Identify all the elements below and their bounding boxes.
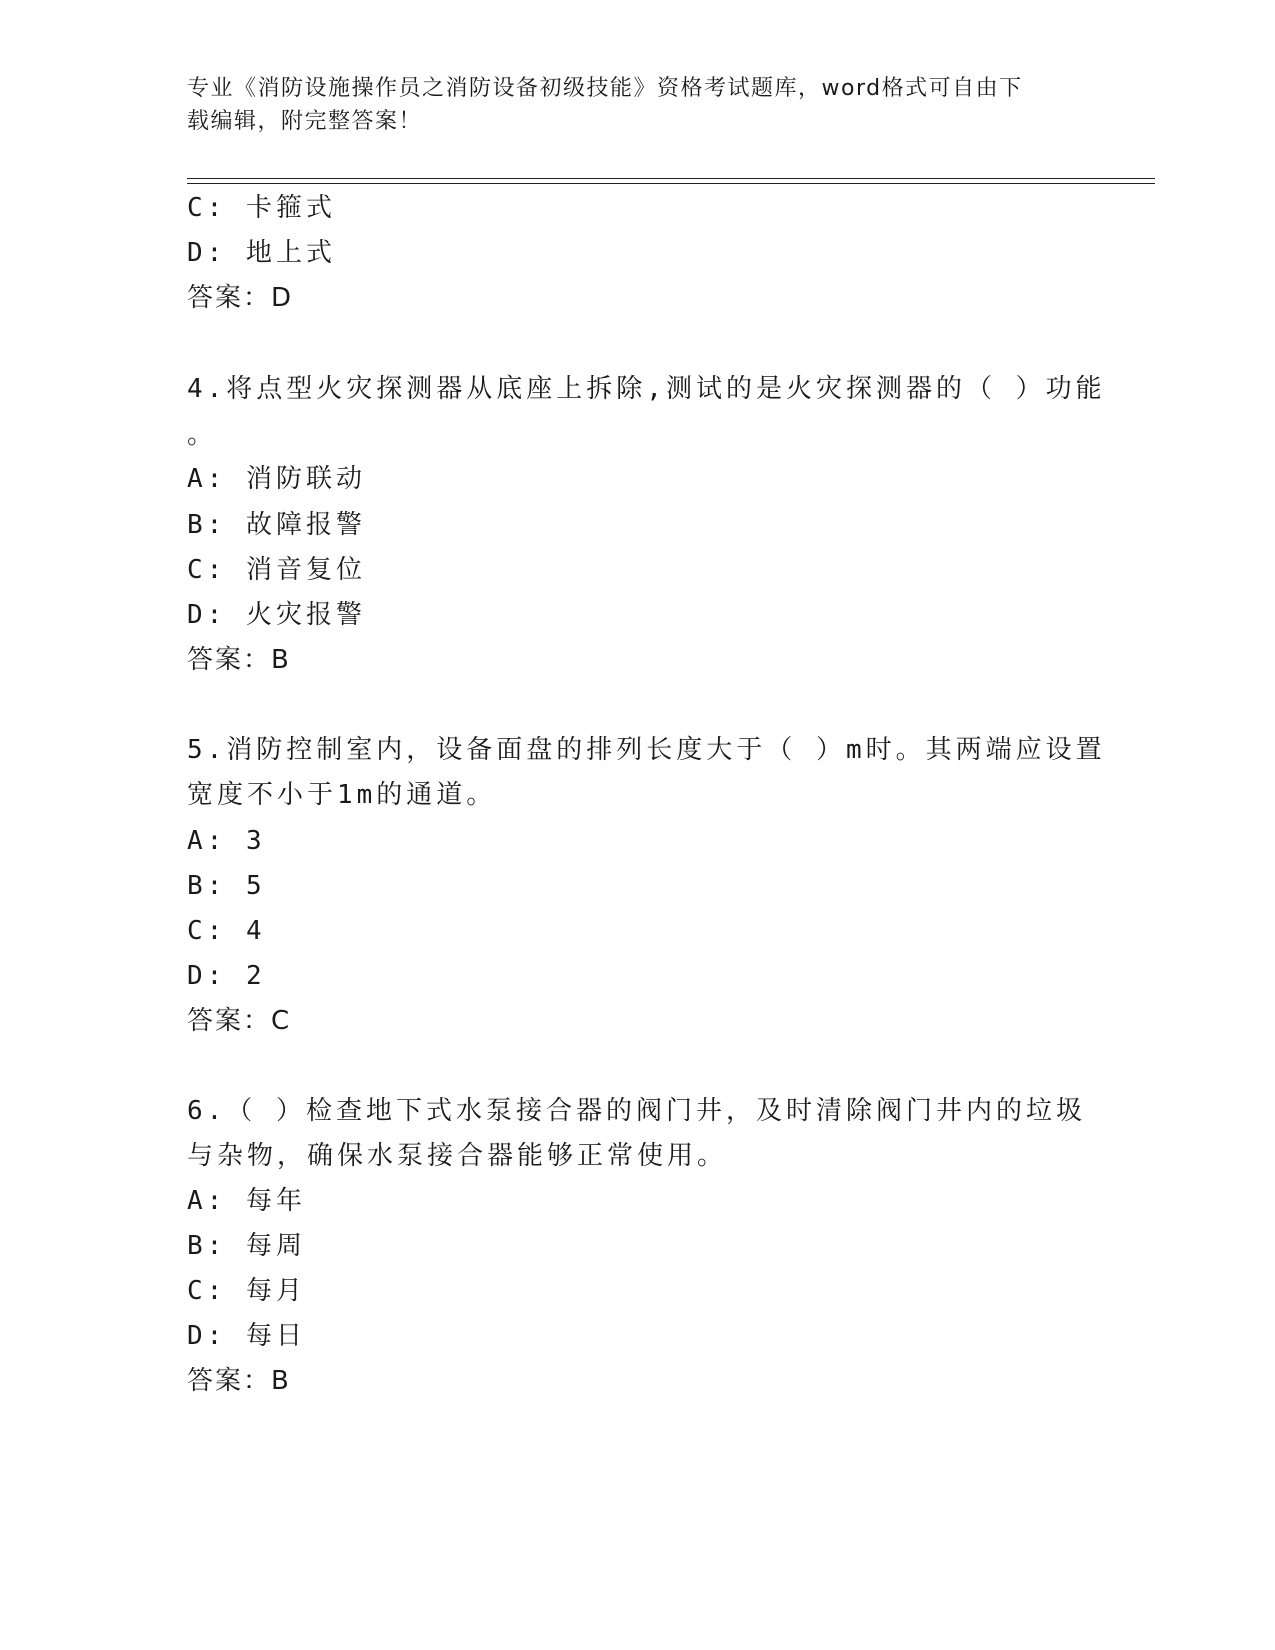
q6-answer: 答案：B bbox=[187, 1366, 291, 1396]
q6-option-b: B: 每周 bbox=[187, 1231, 306, 1261]
q6-option-d: D: 每日 bbox=[187, 1321, 306, 1351]
q5-answer: 答案：C bbox=[187, 1006, 292, 1036]
q4-stem-line-1: 4.将点型火灾探测器从底座上拆除,测试的是火灾探测器的（ ）功能 bbox=[187, 374, 1106, 404]
q3-answer: 答案：D bbox=[187, 283, 294, 313]
q5-stem-line-2: 宽度不小于1m的通道。 bbox=[187, 780, 497, 810]
q4-option-d: D: 火灾报警 bbox=[187, 600, 366, 630]
q5-option-c: C: 4 bbox=[187, 916, 266, 946]
document-header bbox=[187, 72, 1067, 138]
q4-stem-line-2: 。 bbox=[187, 420, 218, 450]
q4-option-a: A: 消防联动 bbox=[187, 464, 366, 494]
header-rule-bottom bbox=[187, 183, 1155, 184]
q5-option-a: A: 3 bbox=[187, 826, 266, 856]
q6-option-c: C: 每月 bbox=[187, 1276, 306, 1306]
header-rule-top bbox=[187, 178, 1155, 179]
q3-option-d: D: 地上式 bbox=[187, 238, 336, 268]
q5-option-b: B: 5 bbox=[187, 871, 266, 901]
q4-option-b: B: 故障报警 bbox=[187, 510, 366, 540]
q6-stem-line-1: 6.（ ）检查地下式水泵接合器的阀门井，及时清除阀门井内的垃圾 bbox=[187, 1096, 1086, 1126]
q4-option-c: C: 消音复位 bbox=[187, 555, 366, 585]
header-line-1: 专业《消防设施操作员之消防设备初级技能》资格考试题库，word格式可自由下 bbox=[187, 76, 1023, 101]
q6-option-a: A: 每年 bbox=[187, 1186, 306, 1216]
q5-stem-line-1: 5.消防控制室内，设备面盘的排列长度大于（ ）m时。其两端应设置 bbox=[187, 735, 1106, 765]
header-line-2: 载编辑，附完整答案！ bbox=[187, 109, 423, 134]
q4-answer: 答案：B bbox=[187, 645, 291, 675]
q3-option-c: C: 卡箍式 bbox=[187, 193, 336, 223]
q5-option-d: D: 2 bbox=[187, 961, 266, 991]
q6-stem-line-2: 与杂物，确保水泵接合器能够正常使用。 bbox=[187, 1141, 728, 1171]
